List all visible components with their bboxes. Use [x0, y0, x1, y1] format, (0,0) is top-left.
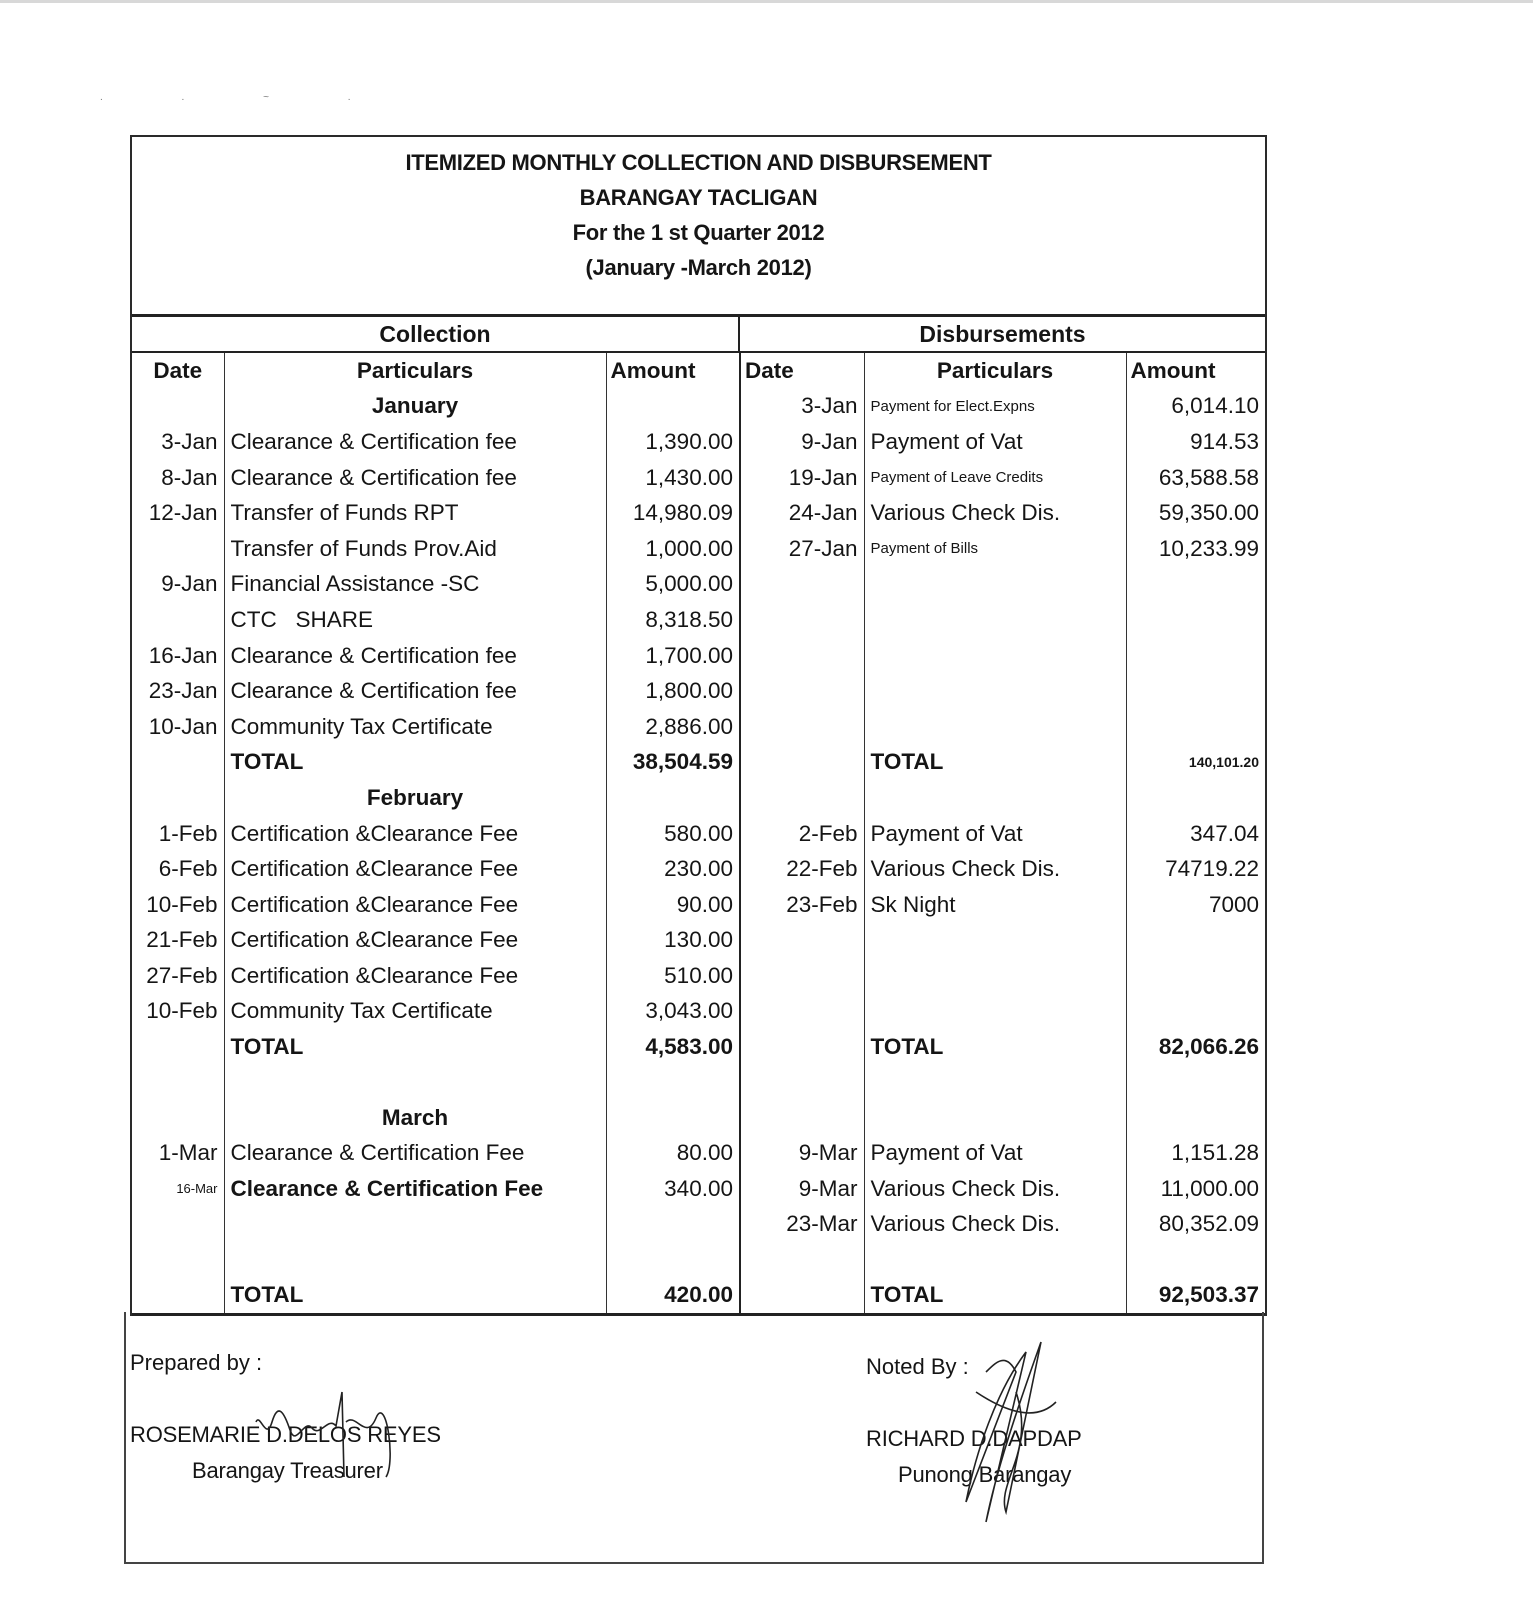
col-amount: 1,800.00	[606, 673, 740, 709]
scan-specks: . . ~ .	[100, 92, 389, 103]
dis-particulars: Payment for Elect.Expns	[864, 389, 1126, 425]
dis-particulars: Payment of Leave Credits	[864, 460, 1126, 496]
noted-by-label: Noted By :	[866, 1354, 969, 1379]
table-row	[132, 780, 1265, 816]
total-label: TOTAL	[864, 1029, 1126, 1065]
table-row	[132, 816, 1265, 852]
january-total-row	[132, 745, 1265, 781]
col-particulars-header: Particulars	[224, 353, 606, 389]
dis-date: 9-Mar	[740, 1135, 864, 1171]
col-date	[132, 531, 224, 567]
dis-date: 22-Feb	[740, 851, 864, 887]
dis-amount: 80,352.09	[1158, 1211, 1259, 1237]
table-row	[132, 923, 1265, 959]
col-amount: 14,980.09	[606, 495, 740, 531]
dis-date: 2-Feb	[740, 816, 864, 852]
col-particulars: Certification &Clearance Fee	[224, 887, 606, 923]
table-row	[132, 602, 1265, 638]
dis-particulars: Various Check Dis.	[864, 1207, 1126, 1243]
col-date: 1-Mar	[132, 1135, 224, 1171]
table-row	[132, 958, 1265, 994]
dis-amount: 6,014.10	[1171, 393, 1259, 419]
col-particulars: Clearance & Certification fee	[224, 673, 606, 709]
dis-amount: 63,588.58	[1158, 464, 1259, 490]
col-amount: 1,700.00	[606, 638, 740, 674]
dis-date-header: Date	[740, 353, 864, 389]
col-amount: 1,390.00	[606, 424, 740, 460]
dis-amount: 914.53	[1190, 428, 1259, 454]
table-row	[132, 1207, 1265, 1243]
dis-amount: 59,350.00	[1158, 500, 1259, 526]
col-date: 3-Jan	[132, 424, 224, 460]
dis-particulars: Various Check Dis.	[864, 1171, 1126, 1207]
barangay-name: BARANGAY TACLIGAN	[579, 185, 818, 210]
total-label: TOTAL	[224, 1029, 606, 1065]
signature-block	[124, 1312, 1264, 1564]
col-amount: 5,000.00	[606, 567, 740, 603]
table-row	[132, 460, 1265, 496]
report-sheet	[130, 135, 1267, 1316]
col-date: 12-Jan	[132, 495, 224, 531]
col-date: 10-Feb	[132, 994, 224, 1030]
col-particulars: CTC SHARE	[224, 602, 606, 638]
col-particulars: Clearance & Certification fee	[224, 638, 606, 674]
dis-amount: 74719.22	[1165, 856, 1259, 882]
total-label: TOTAL	[224, 745, 606, 781]
section-headers	[132, 317, 1265, 353]
dis-date: 3-Jan	[740, 389, 864, 425]
dis-particulars: Payment of Vat	[864, 816, 1126, 852]
table-row	[132, 1100, 1265, 1136]
noted-by-title: Punong Barangay	[898, 1462, 1072, 1487]
total-label: TOTAL	[864, 1277, 1126, 1314]
ledger-table	[132, 353, 1265, 1316]
total-label: TOTAL	[864, 745, 1126, 781]
dis-amount: 1,151.28	[1171, 1140, 1259, 1166]
noted-by-name: RICHARD D.DAPDAP	[866, 1426, 1082, 1451]
table-row	[132, 495, 1265, 531]
table-row	[132, 673, 1265, 709]
collection-total-february: 4,583.00	[606, 1029, 740, 1065]
disbursement-total-february: 82,066.26	[1158, 1034, 1259, 1060]
dis-particulars: Various Check Dis.	[864, 495, 1126, 531]
col-date-header: Date	[132, 353, 224, 389]
disbursement-total-march: 92,503.37	[1126, 1277, 1265, 1314]
col-amount: 340.00	[606, 1171, 740, 1207]
table-row	[132, 994, 1265, 1030]
spacer-row	[132, 1065, 1265, 1100]
col-amount: 580.00	[606, 816, 740, 852]
col-amount-header: Amount	[606, 353, 740, 389]
month-label-february: February	[224, 780, 606, 816]
col-amount: 1,430.00	[606, 460, 740, 496]
col-particulars: Clearance & Certification fee	[224, 460, 606, 496]
col-date: 8-Jan	[132, 460, 224, 496]
dis-date: 19-Jan	[740, 460, 864, 496]
col-particulars: Transfer of Funds RPT	[224, 495, 606, 531]
table-row	[132, 1171, 1265, 1207]
column-header-row	[132, 353, 1265, 389]
table-row	[132, 567, 1265, 603]
col-particulars: Community Tax Certificate	[224, 994, 606, 1030]
col-particulars: Certification &Clearance Fee	[224, 958, 606, 994]
col-amount: 3,043.00	[606, 994, 740, 1030]
punong-barangay-signature-icon	[946, 1332, 1086, 1532]
treasurer-signature-icon	[246, 1382, 416, 1492]
col-particulars: Financial Assistance -SC	[224, 567, 606, 603]
dis-amount: 347.04	[1190, 820, 1259, 846]
spacer-row	[132, 1242, 1265, 1277]
prepared-by-name: ROSEMARIE D.DELOS REYES	[130, 1422, 441, 1447]
col-amount: 8,318.50	[606, 602, 740, 638]
col-date: 10-Feb	[132, 887, 224, 923]
march-total-row	[132, 1277, 1265, 1314]
dis-amount: 7000	[1208, 891, 1259, 917]
col-particulars: Community Tax Certificate	[224, 709, 606, 745]
col-date: 16-Jan	[132, 638, 224, 674]
disbursement-total-january: 140,101.20	[1188, 754, 1259, 771]
scan-edge	[0, 0, 1533, 3]
dis-date: 24-Jan	[740, 495, 864, 531]
report-period: For the 1 st Quarter 2012	[572, 220, 825, 245]
dis-particulars: Various Check Dis.	[864, 851, 1126, 887]
col-date: 1-Feb	[132, 816, 224, 852]
dis-particulars: Payment of Vat	[864, 424, 1126, 460]
col-date: 10-Jan	[132, 709, 224, 745]
col-date: 16-Mar	[132, 1171, 224, 1207]
table-row	[132, 709, 1265, 745]
col-date: 9-Jan	[132, 567, 224, 603]
table-row	[132, 424, 1265, 460]
table-row	[132, 1135, 1265, 1171]
col-particulars: Clearance & Certification Fee	[224, 1171, 606, 1207]
table-row	[132, 638, 1265, 674]
col-particulars: Certification &Clearance Fee	[224, 816, 606, 852]
total-label: TOTAL	[224, 1277, 606, 1314]
col-particulars: Clearance & Certification fee	[224, 424, 606, 460]
report-date-range: (January -March 2012)	[585, 255, 812, 280]
collection-total-january: 38,504.59	[606, 745, 740, 781]
col-particulars: Transfer of Funds Prov.Aid	[224, 531, 606, 567]
col-amount: 230.00	[606, 851, 740, 887]
col-date: 6-Feb	[132, 851, 224, 887]
col-date	[132, 602, 224, 638]
col-amount: 80.00	[606, 1135, 740, 1171]
dis-date: 23-Feb	[740, 887, 864, 923]
col-date: 23-Jan	[132, 673, 224, 709]
col-amount: 2,886.00	[606, 709, 740, 745]
col-particulars: Clearance & Certification Fee	[224, 1135, 606, 1171]
dis-date: 9-Mar	[740, 1171, 864, 1207]
disbursements-section-title: Disbursements	[919, 321, 1086, 347]
col-amount: 90.00	[606, 887, 740, 923]
february-total-row	[132, 1029, 1265, 1065]
col-amount: 130.00	[606, 923, 740, 959]
prepared-by-label: Prepared by :	[130, 1350, 263, 1375]
report-title: ITEMIZED MONTHLY COLLECTION AND DISBURSEMENT	[405, 150, 992, 175]
prepared-by-title: Barangay Treasurer	[192, 1458, 383, 1483]
col-particulars: Certification &Clearance Fee	[224, 923, 606, 959]
dis-particulars: Payment of Bills	[864, 531, 1126, 567]
dis-particulars: Payment of Vat	[864, 1135, 1126, 1171]
col-amount: 510.00	[606, 958, 740, 994]
col-particulars: Certification &Clearance Fee	[224, 851, 606, 887]
col-date: 21-Feb	[132, 923, 224, 959]
collection-total-march: 420.00	[606, 1277, 740, 1314]
table-row	[132, 887, 1265, 923]
dis-amount: 11,000.00	[1160, 1175, 1259, 1201]
table-row	[132, 531, 1265, 567]
dis-date: 27-Jan	[740, 531, 864, 567]
report-header	[132, 137, 1265, 317]
month-label-march: March	[224, 1100, 606, 1136]
col-date: 27-Feb	[132, 958, 224, 994]
collection-section-title: Collection	[132, 317, 740, 351]
col-amount: 1,000.00	[606, 531, 740, 567]
table-row	[132, 389, 1265, 425]
dis-particulars: Sk Night	[864, 887, 1126, 923]
dis-date: 23-Mar	[740, 1207, 864, 1243]
dis-particulars-header: Particulars	[864, 353, 1126, 389]
dis-amount: 10,233.99	[1158, 535, 1259, 561]
table-row	[132, 851, 1265, 887]
dis-date: 9-Jan	[740, 424, 864, 460]
dis-amount-header: Amount	[1130, 357, 1216, 383]
month-label-january: January	[224, 389, 606, 425]
